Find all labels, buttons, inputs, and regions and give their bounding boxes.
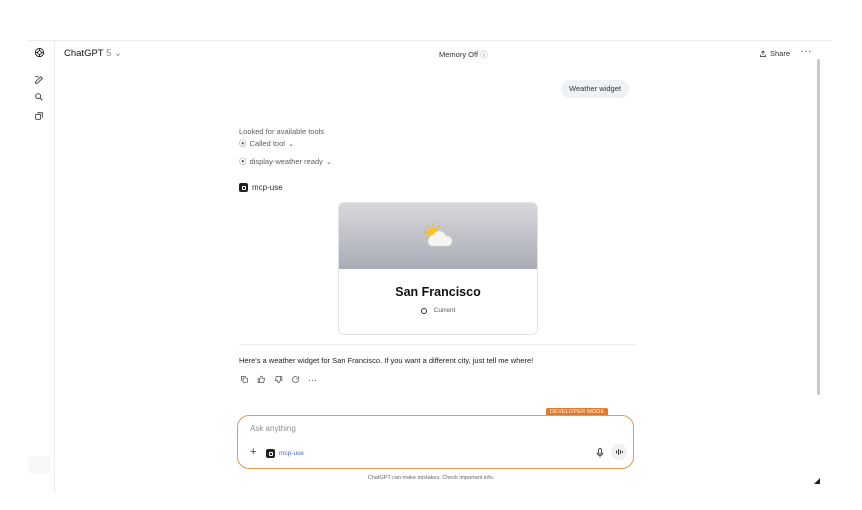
tool-provider-label: mcp-use — [252, 183, 283, 192]
share-label: Share — [769, 49, 790, 58]
copy-icon[interactable] — [239, 374, 250, 385]
chevron-down-icon: ⌄ — [325, 157, 333, 166]
user-message: Weather widget — [561, 80, 629, 98]
city-name: San Francisco — [395, 285, 481, 299]
logo-icon[interactable] — [33, 46, 45, 58]
more-options-icon[interactable]: ··· — [800, 46, 812, 57]
tool-icon: ⦿ — [239, 157, 247, 166]
info-icon: ⓘ — [480, 50, 488, 59]
more-icon[interactable]: ··· — [308, 374, 317, 385]
top-bar — [54, 41, 832, 65]
share-icon — [759, 50, 767, 58]
tool-provider — [239, 183, 283, 192]
model-version: 5 — [106, 48, 112, 59]
share-button[interactable] — [759, 49, 790, 58]
weather-widget[interactable] — [338, 202, 538, 335]
regenerate-icon[interactable] — [290, 374, 301, 385]
chevron-down-icon: ⌄ — [287, 139, 295, 148]
thumbs-up-icon[interactable] — [256, 374, 267, 385]
partly-cloudy-icon — [421, 222, 455, 250]
current-conditions — [339, 307, 537, 314]
message-input[interactable] — [250, 424, 550, 433]
microphone-icon[interactable] — [595, 447, 605, 459]
resize-handle-icon[interactable] — [814, 478, 820, 484]
disclaimer: ChatGPT can make mistakes. Check important info. — [367, 475, 495, 481]
thumbs-down-icon[interactable] — [273, 374, 284, 385]
assistant-reply: Here's a weather widget for San Francisco. If you want a different city, just tell me where! — [239, 356, 534, 365]
memory-status[interactable] — [439, 49, 488, 60]
weather-widget-header — [339, 203, 537, 269]
tool-status — [239, 126, 332, 168]
sidebar — [27, 41, 55, 493]
add-attachment-button[interactable]: + — [250, 446, 257, 458]
mcp-logo-icon — [239, 183, 248, 192]
message-actions — [239, 374, 318, 385]
mcp-logo-icon — [266, 449, 275, 458]
chevron-down-icon: ⌄ — [114, 48, 122, 59]
tool-chip[interactable] — [266, 449, 304, 458]
new-chat-icon[interactable] — [33, 74, 45, 86]
composer — [237, 415, 634, 469]
sidebar-footer — [28, 456, 50, 474]
tool-search-status: Looked for available tools — [239, 127, 325, 136]
condition-indicator-icon — [421, 308, 427, 314]
divider — [239, 344, 636, 345]
tool-chip-label: mcp-use — [279, 450, 304, 457]
tool-ready-toggle[interactable] — [239, 156, 332, 168]
voice-wave-icon — [615, 448, 624, 456]
model-name: ChatGPT — [64, 48, 104, 59]
developer-mode-badge: DEVELOPER MODE — [546, 408, 608, 417]
library-icon[interactable] — [33, 110, 45, 122]
search-icon[interactable] — [33, 91, 45, 103]
tool-icon: ⦿ — [239, 139, 247, 148]
voice-mode-button[interactable] — [611, 444, 627, 460]
memory-status-label: Memory Off — [439, 50, 479, 59]
model-selector[interactable] — [64, 48, 122, 59]
scrollbar[interactable] — [817, 59, 820, 395]
called-tool-label: Called tool — [249, 139, 285, 148]
current-label: Current — [433, 307, 456, 314]
called-tool-toggle[interactable] — [239, 138, 332, 150]
tool-ready-label: display-weather ready — [249, 157, 323, 166]
